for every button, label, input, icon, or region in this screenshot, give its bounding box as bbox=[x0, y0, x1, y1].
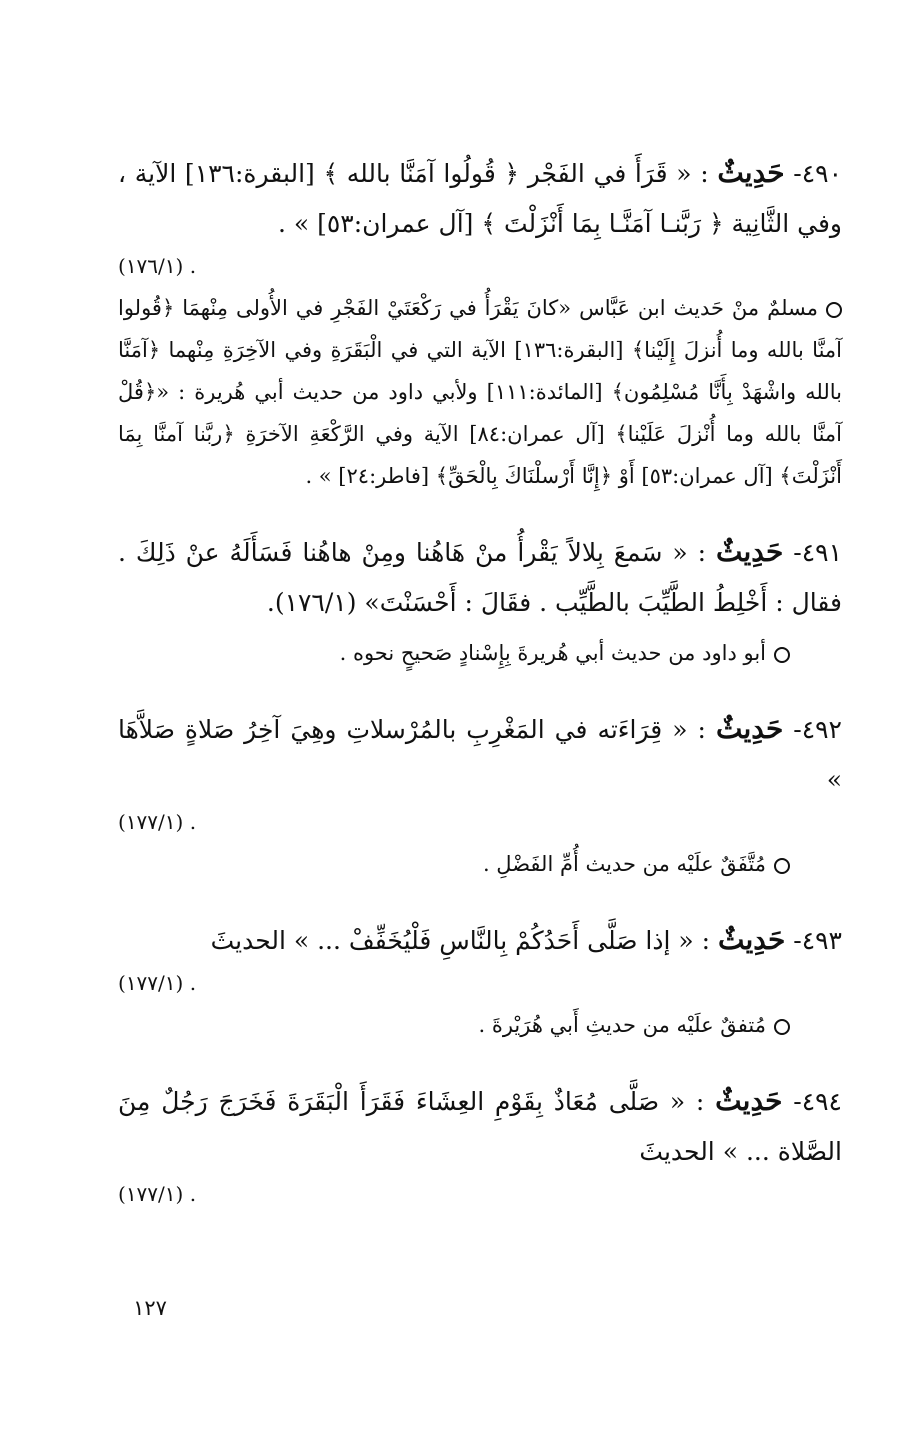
entry-main-text bbox=[118, 527, 842, 628]
hadith-entry-493 bbox=[118, 915, 842, 1046]
entry-main-text bbox=[118, 1076, 842, 1177]
hadith-keyword: حَدِيثٌ bbox=[715, 712, 784, 745]
entry-reference: . (١٧٧/١) bbox=[118, 1182, 197, 1206]
page-body bbox=[118, 148, 842, 1241]
entry-text: : « صَلَّى مُعَاذٌ بِقَوْمِ العِشَاءَ فَقَرَأَ الْبَقَرَةَ فَخَرَجَ رَجُلٌ مِنَ الصَّلاة ... » الحديثَ bbox=[118, 1087, 842, 1166]
entry-number: ٤٩٢- bbox=[793, 715, 842, 744]
circle-bullet-icon bbox=[774, 1019, 790, 1035]
entry-text: : « إذا صَلَّى أَحَدُكُمْ بِالنَّاسِ فَلْيُخَفِّفْ ... » الحديثَ bbox=[210, 926, 711, 955]
hadith-entry-490 bbox=[118, 148, 842, 497]
entry-note bbox=[118, 1004, 842, 1046]
entry-text: : « قَرَأَ في الفَجْر ﴿ قُولُوا آمَنَّا بالله ﴾ [البقرة:١٣٦] الآية ، وفي الثَّانِية ﴿ رَبَّنـا آمَنَّـا بِمَا أَنْزَلْتَ ﴾ [آل عمران:٥٣] » . bbox=[118, 159, 842, 238]
entry-reference: . (١٧٦/١) bbox=[118, 254, 197, 278]
page-number: ١٢٧ bbox=[133, 1296, 167, 1320]
hadith-keyword: حَدِيثٌ bbox=[715, 1084, 783, 1117]
circle-bullet-icon bbox=[774, 858, 790, 874]
entry-note bbox=[118, 632, 842, 674]
hadith-entry-492 bbox=[118, 704, 842, 885]
entry-note bbox=[118, 287, 842, 497]
circle-bullet-icon bbox=[774, 647, 790, 663]
entry-main-text bbox=[118, 148, 842, 249]
note-text: مُتَّفَقٌ علَيْه من حديث أُمِّ الفَضْلِ . bbox=[482, 852, 766, 876]
entry-number: ٤٩٤- bbox=[793, 1087, 842, 1116]
circle-bullet-icon bbox=[826, 302, 842, 318]
hadith-entry-494 bbox=[118, 1076, 842, 1211]
entry-number: ٤٩٠- bbox=[793, 159, 843, 188]
hadith-entry-491 bbox=[118, 527, 842, 674]
entry-number: ٤٩١- bbox=[793, 538, 843, 567]
entry-text: : « قِرَاءَته في المَغْرِبِ بالمُرْسلاتِ وهِيَ آخِرُ صَلاةٍ صَلاَّهَا » bbox=[118, 715, 842, 794]
entry-reference: . (١٧٧/١) bbox=[118, 810, 197, 834]
entry-note bbox=[118, 843, 842, 885]
entry-number: ٤٩٣- bbox=[793, 926, 842, 955]
entry-main-text bbox=[118, 704, 842, 805]
entry-main-text bbox=[118, 915, 842, 966]
hadith-keyword: حَدِيثٌ bbox=[716, 535, 784, 568]
hadith-keyword: حَدِيثٌ bbox=[717, 156, 785, 189]
note-text: أبو داود من حديث أبي هُريرةَ بِإِسْنادٍ صَحيحٍ نحوه . bbox=[339, 641, 766, 665]
hadith-keyword: حَدِيثٌ bbox=[718, 923, 786, 956]
entry-reference: . (١٧٧/١) bbox=[118, 971, 197, 995]
note-text: مُتفقٌ علَيْه من حديثِ أَبي هُرَيْرةَ . bbox=[478, 1013, 766, 1037]
note-text: مسلمٌ منْ حَديث ابن عَبَّاس «كانَ يَقْرَأُ في رَكْعَتَيْ الفَجْرِ في الأُولى مِنْهمَا ﴿قُولوا آمنَّا بالله وما أُنزلَ إِلَيْنا﴾ [البقرة:١٣٦] الآية التي في الْبَقَرَةِ وفي الآخِرَةِ مِنْهما ﴿آمَنَّا بالله واشْهَدْ بِأَنَّا مُسْلِمُون﴾ [المائدة:١١١] ولأبي داود من حديث أبي هُريرة : «﴿قُلْ آمنَّا بالله وما أُنْزلَ عَلَيْنا﴾ [آل عمران:٨٤] الآية وفي الرَّكْعَةِ الآخرَةِ ﴿ربَّنا آمنَّا بِمَا أَنْزَلْتَ﴾ [آل عمران:٥٣] أَوْ ﴿إِنَّا أَرْسلْنَاكَ بِالْحَقِّ﴾ [فاطر:٢٤] » . bbox=[118, 296, 842, 488]
entry-text: : « سَمعَ بِلالاً يَقْرأُ منْ هَاهُنا ومِنْ هاهُنا فَسَأَلَهُ عنْ ذَلِكَ . فقال : أَخْلِطُ الطَّيِّبَ بالطَّيِّب . فقَالَ : أَحْسَنْتَ» (١٧٦/١). bbox=[118, 538, 842, 617]
